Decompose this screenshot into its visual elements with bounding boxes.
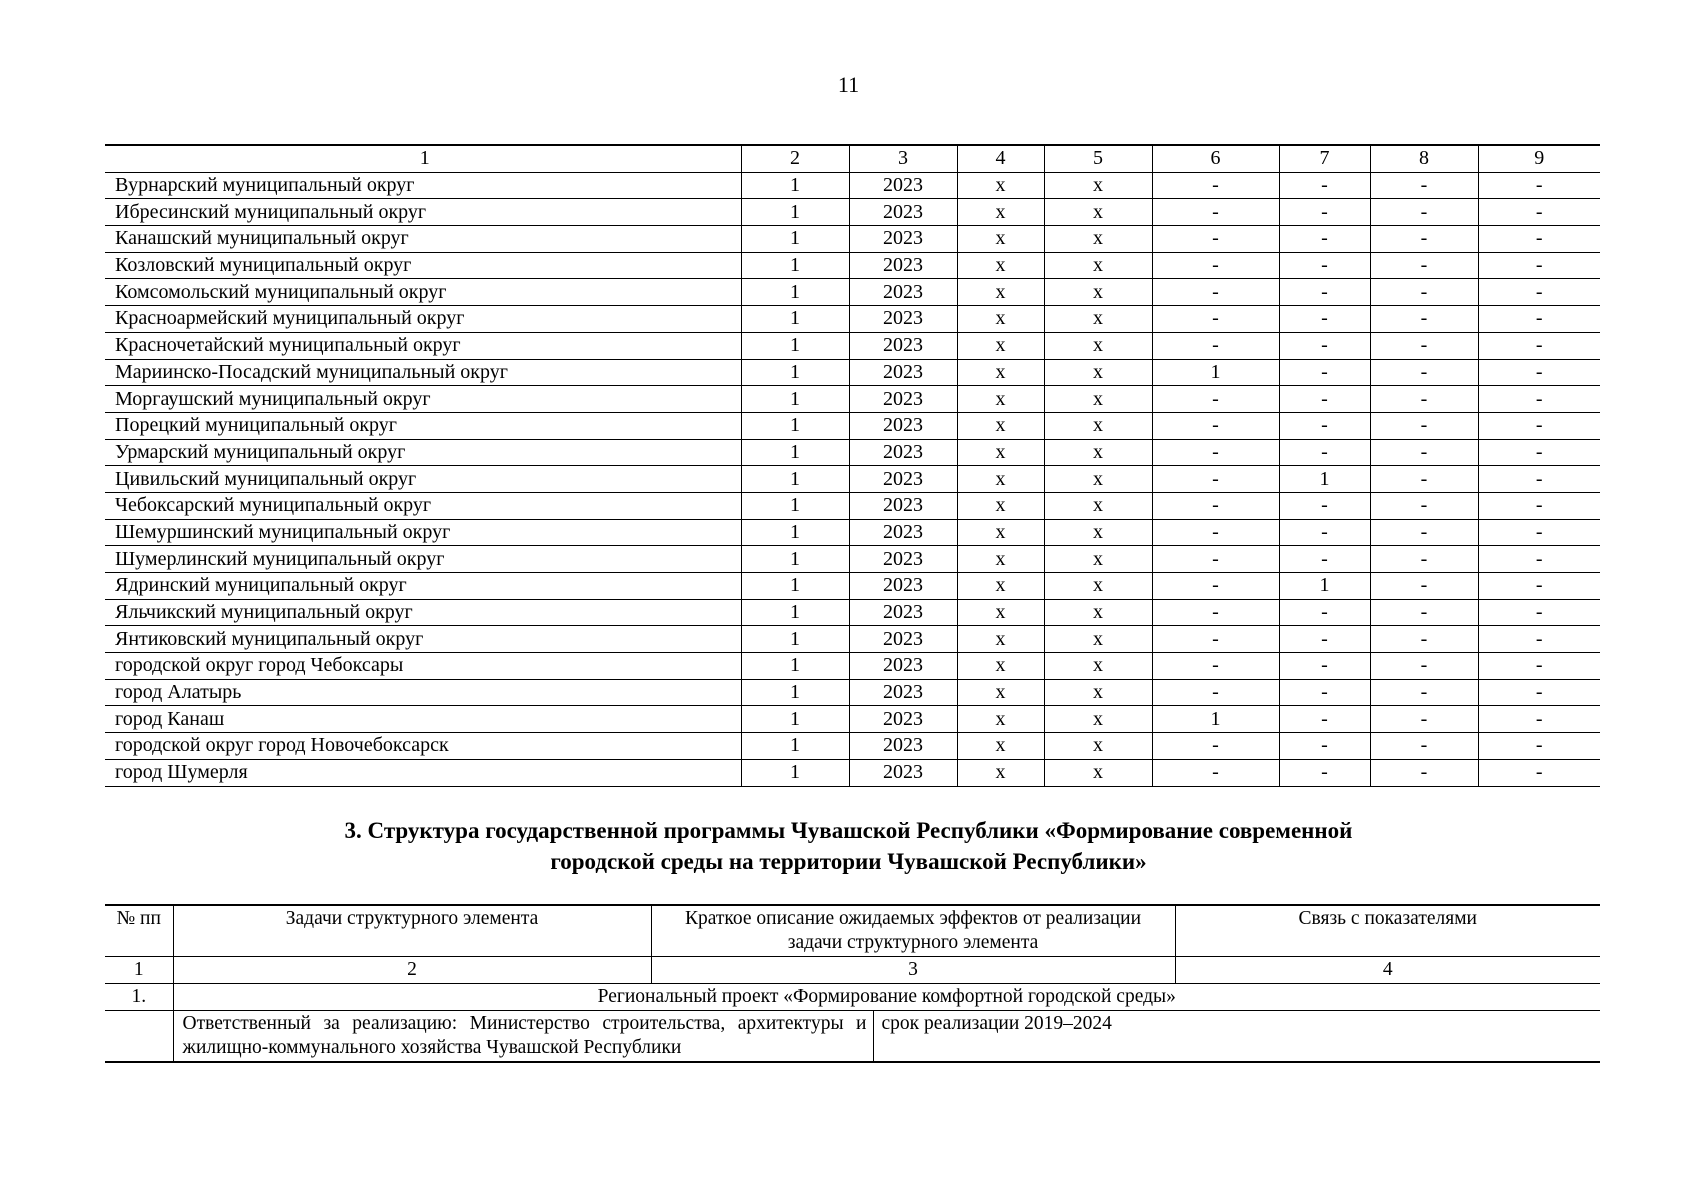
table-cell: - (1279, 759, 1370, 786)
table-row (105, 519, 1600, 546)
table-cell: - (1478, 492, 1600, 519)
table-cell: 2023 (849, 519, 957, 546)
table-cell: - (1152, 439, 1279, 466)
column-number-header: 8 (1370, 145, 1478, 172)
column-number-header: 1 (105, 145, 741, 172)
table-cell: x (1044, 573, 1152, 600)
table-cell: - (1370, 306, 1478, 333)
table-cell: x (957, 172, 1044, 199)
table-cell: - (1279, 386, 1370, 413)
section-title (0, 815, 1697, 877)
table-cell: - (1478, 226, 1600, 253)
table-cell: - (1478, 279, 1600, 306)
table-cell: 2023 (849, 679, 957, 706)
table-cell: - (1478, 626, 1600, 653)
table-cell: - (1370, 733, 1478, 760)
table-row (105, 172, 1600, 199)
table-row (105, 653, 1600, 680)
table-cell: - (1370, 386, 1478, 413)
project-row (105, 984, 1600, 1011)
municipality-name: Урмарский муниципальный округ (105, 439, 741, 466)
table-cell: - (1152, 759, 1279, 786)
table-cell: x (1044, 706, 1152, 733)
table-cell: x (1044, 599, 1152, 626)
column-number-header: 7 (1279, 145, 1370, 172)
table-cell: x (1044, 412, 1152, 439)
table-cell: - (1279, 733, 1370, 760)
table-row (105, 226, 1600, 253)
table-cell: - (1370, 279, 1478, 306)
table-cell: x (1044, 519, 1152, 546)
table-cell: - (1370, 759, 1478, 786)
municipality-name: Красноармейский муниципальный округ (105, 306, 741, 333)
table-cell: - (1478, 439, 1600, 466)
table-cell: x (957, 679, 1044, 706)
table-cell: 1 (741, 226, 849, 253)
table-cell: 1 (741, 439, 849, 466)
table-cell: - (1152, 626, 1279, 653)
table-row (105, 626, 1600, 653)
table-cell: 2023 (849, 359, 957, 386)
table-cell: 2023 (849, 653, 957, 680)
table-cell: x (957, 492, 1044, 519)
structure-header-row (105, 905, 1600, 957)
header-num: № пп (105, 905, 173, 957)
table-cell: - (1478, 172, 1600, 199)
table-cell: x (957, 199, 1044, 226)
table-cell: - (1478, 599, 1600, 626)
table-cell: - (1370, 679, 1478, 706)
table-cell: 2023 (849, 412, 957, 439)
table-cell: 1 (1152, 706, 1279, 733)
table-row (105, 573, 1600, 600)
table-row (105, 359, 1600, 386)
table-cell: - (1152, 279, 1279, 306)
table-cell: x (1044, 359, 1152, 386)
municipal-indicators-table (105, 144, 1600, 787)
header-tasks: Задачи структурного элемента (173, 905, 651, 957)
table-cell: x (957, 412, 1044, 439)
table-cell: - (1478, 199, 1600, 226)
table-cell: - (1478, 359, 1600, 386)
table-cell: 1 (741, 599, 849, 626)
table-cell: - (1279, 439, 1370, 466)
program-structure-table (105, 904, 1600, 1063)
municipality-name: город Шумерля (105, 759, 741, 786)
table-cell: 1 (741, 252, 849, 279)
table-cell: - (1279, 172, 1370, 199)
page-number: 11 (837, 72, 860, 97)
table-cell: x (1044, 653, 1152, 680)
table-cell: - (1478, 653, 1600, 680)
table-cell: 2023 (849, 759, 957, 786)
table-cell: - (1478, 573, 1600, 600)
table-cell: - (1370, 199, 1478, 226)
table-cell: - (1152, 573, 1279, 600)
table-cell: - (1370, 573, 1478, 600)
table-cell: x (1044, 226, 1152, 253)
table-row (105, 706, 1600, 733)
table-cell: 1 (741, 733, 849, 760)
table-row (105, 492, 1600, 519)
municipality-name: Янтиковский муниципальный округ (105, 626, 741, 653)
table-cell: - (1279, 252, 1370, 279)
table-cell: x (957, 359, 1044, 386)
table-cell: 2023 (849, 573, 957, 600)
table-cell: 1 (741, 653, 849, 680)
table-cell: - (1370, 252, 1478, 279)
responsible-row (105, 1011, 1600, 1063)
column-number-header: 3 (849, 145, 957, 172)
table-cell: x (957, 332, 1044, 359)
table-cell: - (1478, 706, 1600, 733)
table-cell: - (1478, 252, 1600, 279)
table-cell: x (957, 626, 1044, 653)
table-cell: 1 (1279, 573, 1370, 600)
table-cell: - (1370, 172, 1478, 199)
table-cell: - (1152, 679, 1279, 706)
col-number: 2 (173, 957, 651, 984)
table-cell: - (1279, 306, 1370, 333)
municipality-name: Комсомольский муниципальный округ (105, 279, 741, 306)
table-cell: - (1152, 412, 1279, 439)
table-cell: 2023 (849, 546, 957, 573)
table-cell: 2023 (849, 306, 957, 333)
municipality-name: Цивильский муниципальный округ (105, 466, 741, 493)
table-cell: 1 (741, 679, 849, 706)
table-cell: - (1370, 332, 1478, 359)
municipality-name: Яльчикский муниципальный округ (105, 599, 741, 626)
table-cell: x (1044, 386, 1152, 413)
table-row (105, 759, 1600, 786)
table-cell: - (1478, 519, 1600, 546)
project-num: 1. (105, 984, 173, 1011)
municipality-name: Мариинско-Посадский муниципальный округ (105, 359, 741, 386)
table-cell: - (1370, 412, 1478, 439)
section-title-line-2: городской среды на территории Чувашской Республики» (550, 849, 1147, 874)
municipality-name: Порецкий муниципальный округ (105, 412, 741, 439)
table-row (105, 546, 1600, 573)
table-cell: 2023 (849, 626, 957, 653)
municipality-name: Канашский муниципальный округ (105, 226, 741, 253)
municipality-name: Ядринский муниципальный округ (105, 573, 741, 600)
table-cell: x (1044, 172, 1152, 199)
table-cell: x (1044, 252, 1152, 279)
col-number: 3 (651, 957, 1175, 984)
table-cell: x (1044, 306, 1152, 333)
col-number: 1 (105, 957, 173, 984)
table-cell: 1 (1152, 359, 1279, 386)
table-header-row (105, 145, 1600, 172)
table-cell: - (1279, 332, 1370, 359)
table-cell: - (1478, 412, 1600, 439)
table-cell: - (1152, 466, 1279, 493)
table-cell: x (1044, 279, 1152, 306)
section-title-line-1: 3. Структура государственной программы Чувашской Республики «Формирование современной (344, 818, 1353, 843)
table-cell: - (1279, 412, 1370, 439)
table-cell: x (957, 759, 1044, 786)
municipality-name: город Канаш (105, 706, 741, 733)
table-cell: - (1279, 199, 1370, 226)
municipality-name: Шумерлинский муниципальный округ (105, 546, 741, 573)
table-cell: 2023 (849, 172, 957, 199)
responsible-text: Ответственный за реализацию: Министерство строительства, архитектуры и жилищно-коммунального хозяйства Чувашской Республики (174, 1011, 874, 1061)
table-cell: - (1370, 359, 1478, 386)
table-cell: x (957, 733, 1044, 760)
table-cell: x (957, 546, 1044, 573)
table-cell: - (1152, 306, 1279, 333)
table-cell: x (957, 439, 1044, 466)
table-cell: 2023 (849, 599, 957, 626)
table-cell: 1 (741, 412, 849, 439)
table-cell: - (1478, 679, 1600, 706)
table-cell: x (1044, 546, 1152, 573)
table-cell: 2023 (849, 279, 957, 306)
table-cell: - (1370, 439, 1478, 466)
table-cell: - (1279, 492, 1370, 519)
table-cell: 1 (741, 626, 849, 653)
table-row (105, 306, 1600, 333)
column-number-header: 2 (741, 145, 849, 172)
table-cell: x (957, 306, 1044, 333)
table-cell: x (1044, 759, 1152, 786)
table-row (105, 679, 1600, 706)
table-cell: - (1279, 279, 1370, 306)
table-cell: - (1152, 733, 1279, 760)
table-cell: 1 (741, 332, 849, 359)
table-cell: - (1279, 599, 1370, 626)
table-cell: - (1370, 546, 1478, 573)
table-row (105, 599, 1600, 626)
table-cell: x (957, 386, 1044, 413)
project-title: Региональный проект «Формирование комфортной городской среды» (173, 984, 1600, 1011)
table-cell: - (1478, 332, 1600, 359)
empty-num-cell (105, 1011, 173, 1063)
table-cell: - (1478, 759, 1600, 786)
municipality-name: городской округ город Новочебоксарск (105, 733, 741, 760)
table-cell: x (1044, 492, 1152, 519)
table-cell: - (1152, 386, 1279, 413)
table-cell: 1 (741, 359, 849, 386)
table-cell: - (1152, 226, 1279, 253)
table-cell: - (1279, 226, 1370, 253)
table-cell: - (1370, 599, 1478, 626)
municipality-name: городской округ город Чебоксары (105, 653, 741, 680)
table-cell: 1 (741, 706, 849, 733)
table-cell: - (1152, 252, 1279, 279)
table-cell: - (1279, 626, 1370, 653)
column-number-header: 4 (957, 145, 1044, 172)
header-effects: Краткое описание ожидаемых эффектов от реализации задачи структурного элемента (651, 905, 1175, 957)
table-cell: x (1044, 733, 1152, 760)
table-row (105, 412, 1600, 439)
table-cell: x (1044, 332, 1152, 359)
col-number: 4 (1175, 957, 1600, 984)
table-cell: 1 (741, 519, 849, 546)
table-cell: - (1279, 653, 1370, 680)
table-cell: x (1044, 626, 1152, 653)
table-cell: 2023 (849, 252, 957, 279)
table-cell: x (1044, 466, 1152, 493)
table-cell: x (1044, 199, 1152, 226)
table-cell: - (1279, 679, 1370, 706)
table-row (105, 386, 1600, 413)
table-cell: - (1478, 386, 1600, 413)
table-row (105, 252, 1600, 279)
table-cell: - (1152, 599, 1279, 626)
table-cell: 2023 (849, 733, 957, 760)
table-cell: x (957, 653, 1044, 680)
municipality-name: Шемуршинский муниципальный округ (105, 519, 741, 546)
table-cell: - (1152, 653, 1279, 680)
table-cell: 2023 (849, 706, 957, 733)
municipality-name: город Алатырь (105, 679, 741, 706)
table-cell: - (1152, 519, 1279, 546)
table-row (105, 199, 1600, 226)
table-cell: 1 (741, 492, 849, 519)
table-row (105, 279, 1600, 306)
table-cell: - (1370, 519, 1478, 546)
table-cell: - (1152, 199, 1279, 226)
table-cell: 1 (741, 466, 849, 493)
table-cell: 1 (741, 306, 849, 333)
table-cell: 2023 (849, 226, 957, 253)
table-cell: - (1279, 359, 1370, 386)
table-row (105, 466, 1600, 493)
table-cell: 1 (741, 279, 849, 306)
table-cell: x (957, 519, 1044, 546)
table-cell: - (1279, 519, 1370, 546)
table-cell: 1 (741, 172, 849, 199)
table-cell: - (1279, 546, 1370, 573)
table-cell: - (1152, 172, 1279, 199)
table-row (105, 332, 1600, 359)
table-cell: x (1044, 679, 1152, 706)
table-cell: - (1370, 706, 1478, 733)
municipality-name: Моргаушский муниципальный округ (105, 386, 741, 413)
table-cell: x (957, 252, 1044, 279)
table-cell: 2023 (849, 332, 957, 359)
table-cell: 2023 (849, 492, 957, 519)
table-cell: x (957, 466, 1044, 493)
table-cell: x (957, 599, 1044, 626)
table-cell: - (1370, 626, 1478, 653)
table-cell: - (1478, 546, 1600, 573)
table-row (105, 733, 1600, 760)
table-cell: - (1370, 226, 1478, 253)
implementation-term: срок реализации 2019–2024 (881, 1013, 1112, 1034)
table-cell: x (957, 706, 1044, 733)
table-cell: - (1370, 653, 1478, 680)
table-cell: 1 (741, 199, 849, 226)
table-cell: x (1044, 439, 1152, 466)
table-cell: 1 (741, 386, 849, 413)
table-cell: - (1478, 306, 1600, 333)
column-number-header: 9 (1478, 145, 1600, 172)
table-cell: - (1279, 706, 1370, 733)
table-cell: - (1152, 492, 1279, 519)
column-number-header: 5 (1044, 145, 1152, 172)
table-cell: - (1152, 546, 1279, 573)
table-cell: 1 (741, 546, 849, 573)
table-cell: - (1152, 332, 1279, 359)
table-cell: 1 (1279, 466, 1370, 493)
header-links: Связь с показателями (1175, 905, 1600, 957)
table-cell: - (1478, 733, 1600, 760)
column-number-header: 6 (1152, 145, 1279, 172)
municipality-name: Вурнарский муниципальный округ (105, 172, 741, 199)
table-cell: 2023 (849, 439, 957, 466)
table-cell: - (1370, 492, 1478, 519)
table-cell: - (1370, 466, 1478, 493)
table-cell: 1 (741, 759, 849, 786)
municipality-name: Чебоксарский муниципальный округ (105, 492, 741, 519)
table-cell: x (957, 573, 1044, 600)
table-cell: x (957, 226, 1044, 253)
municipality-name: Козловский муниципальный округ (105, 252, 741, 279)
table-row (105, 439, 1600, 466)
table-cell: 2023 (849, 386, 957, 413)
structure-col-number-row (105, 957, 1600, 984)
table-cell: x (957, 279, 1044, 306)
table-cell: 1 (741, 573, 849, 600)
municipality-name: Ибресинский муниципальный округ (105, 199, 741, 226)
table-cell: - (1478, 466, 1600, 493)
municipality-name: Красночетайский муниципальный округ (105, 332, 741, 359)
table-cell: 2023 (849, 466, 957, 493)
table-cell: 2023 (849, 199, 957, 226)
